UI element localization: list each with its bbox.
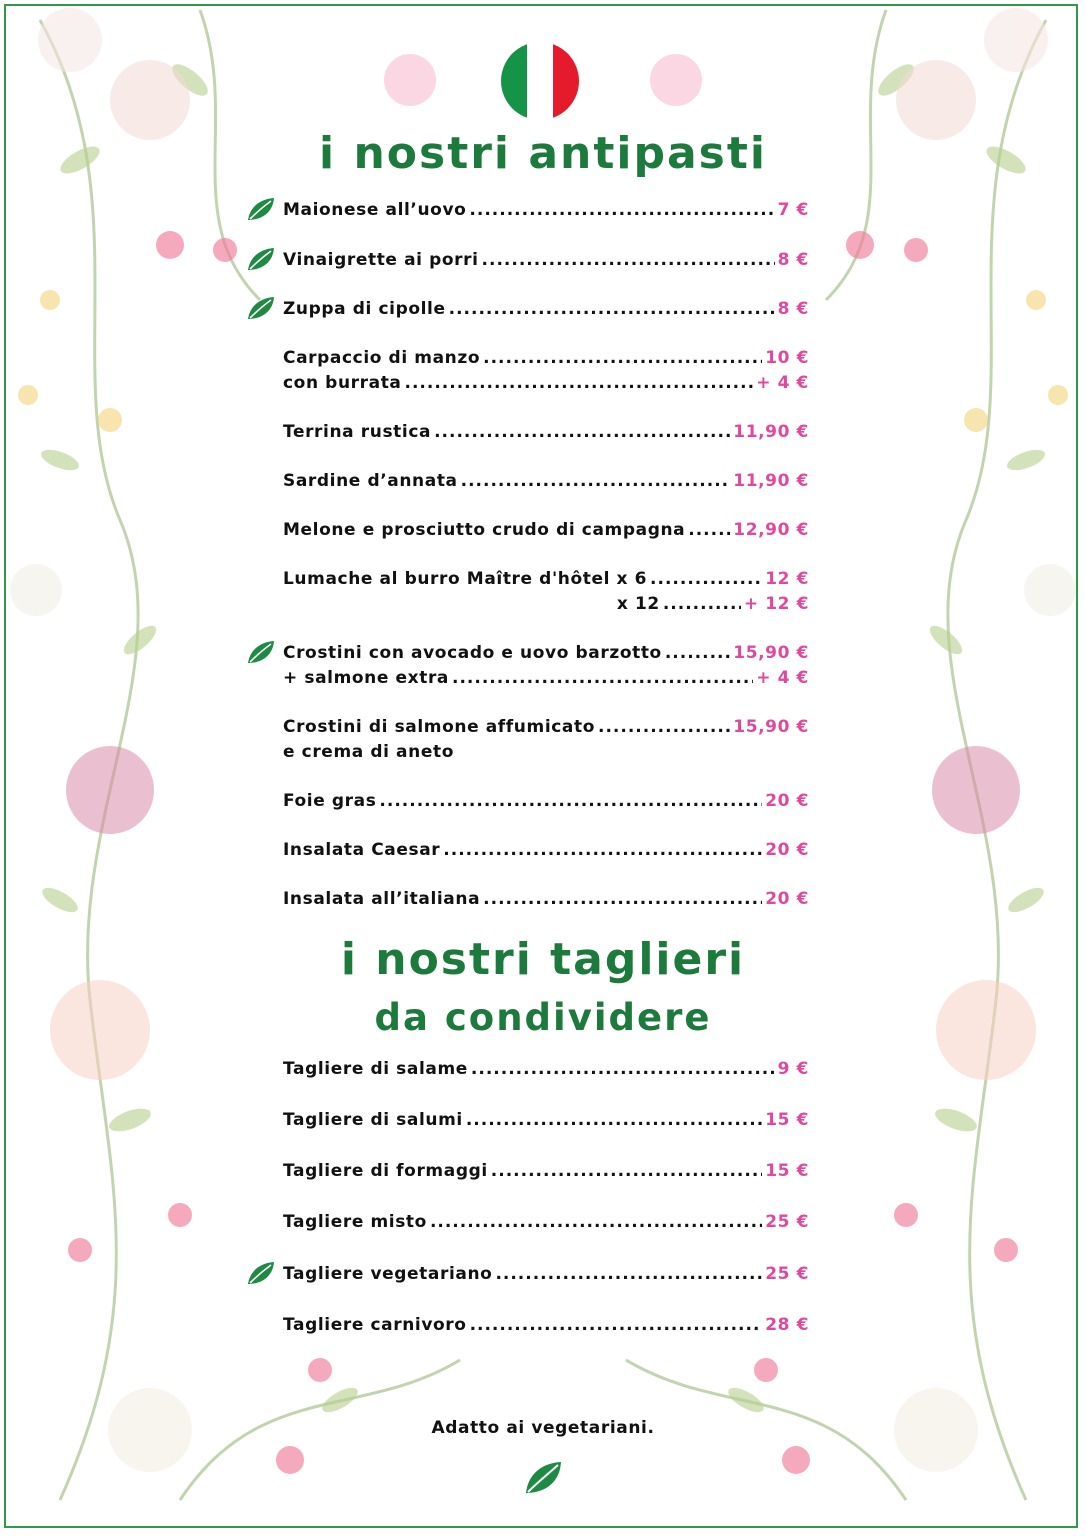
menu-item-extra-name: x 12 [616, 594, 660, 614]
menu-item [283, 1264, 809, 1289]
menu-item [283, 840, 809, 865]
menu-item-extra-line [283, 668, 809, 693]
menu-item-price: 10 € [765, 348, 809, 368]
menu-item-price: 8 € [777, 299, 809, 319]
taglieri-title: i nostri taglieri [340, 934, 746, 985]
dot-leader [466, 1110, 762, 1130]
menu-item [283, 1315, 809, 1340]
dot-leader [491, 1161, 762, 1181]
menu-item-line [283, 840, 809, 865]
menu-item-extra-price: + 4 € [756, 668, 809, 688]
menu-item-extra-price: + 4 € [756, 373, 809, 393]
menu-item [283, 348, 809, 398]
menu-item-extra-line [283, 373, 809, 398]
dot-leader [650, 569, 762, 589]
leaf-icon [522, 1460, 564, 1496]
menu-item-line [283, 791, 809, 816]
menu-item-name: Tagliere di salame [283, 1059, 468, 1079]
menu-item-name: Crostini di salmone affumicato [283, 717, 595, 737]
menu-item-line [283, 250, 809, 275]
menu-item [283, 471, 809, 496]
leaf-icon [245, 197, 275, 223]
menu-item-line [283, 1264, 809, 1289]
leaf-icon [245, 247, 275, 273]
menu-item [283, 299, 809, 324]
menu-item-line [283, 569, 809, 594]
menu-item [283, 643, 809, 693]
menu-item-price: 11,90 € [733, 422, 809, 442]
menu-item [283, 1059, 809, 1084]
menu-item-price: 20 € [765, 840, 809, 860]
leaf-icon [245, 1261, 275, 1287]
page-border [4, 4, 1078, 1528]
menu-item [283, 791, 809, 816]
dot-leader [405, 373, 754, 393]
dot-leader [665, 643, 730, 663]
dot-leader [482, 250, 775, 270]
menu-item-subtitle: e crema di aneto [283, 742, 454, 762]
menu-item-line [283, 299, 809, 324]
dot-leader [688, 520, 730, 540]
menu-item-extra-line [283, 594, 809, 619]
menu-item [283, 422, 809, 447]
dot-leader [663, 594, 741, 614]
menu-item-price: 9 € [777, 1059, 809, 1079]
menu-item-line [283, 422, 809, 447]
menu-item-name: Tagliere vegetariano [283, 1264, 493, 1284]
menu-item-extra-name: con burrata [283, 373, 402, 393]
menu-item-name: Tagliere misto [283, 1212, 427, 1232]
dot-leader [449, 299, 775, 319]
menu-item-extra-name: + salmone extra [283, 668, 450, 688]
menu-item [283, 889, 809, 914]
dot-leader [452, 668, 753, 688]
leaf-icon [245, 296, 275, 322]
italian-flag-icon [501, 42, 579, 120]
menu-item-name: Crostini con avocado e uovo barzotto [283, 643, 662, 663]
dot-leader [430, 1212, 762, 1232]
menu-item-price: 25 € [765, 1264, 809, 1284]
dot-leader [379, 791, 762, 811]
menu-item-extra-price: + 12 € [743, 594, 809, 614]
dot-leader [471, 1059, 775, 1079]
menu-item [283, 1212, 809, 1237]
menu-item-price: 15,90 € [733, 643, 809, 663]
menu-item-name: Vinaigrette ai porri [283, 250, 479, 270]
menu-item-name: Terrina rustica [283, 422, 432, 442]
menu-item-line [283, 643, 809, 668]
dot-leader [461, 471, 731, 491]
menu-item [283, 200, 809, 225]
menu-item-line [283, 520, 809, 545]
menu-item-name: Lumache al burro Maître d'hôtel x 6 [283, 569, 648, 589]
menu-item-price: 15 € [765, 1161, 809, 1181]
menu-item-line [283, 717, 809, 742]
menu-item-price: 8 € [777, 250, 809, 270]
dot-leader [469, 200, 774, 220]
leaf-icon [245, 640, 275, 666]
dot-leader [434, 422, 730, 442]
menu-item-line [283, 471, 809, 496]
menu-item [283, 569, 809, 619]
menu-item-price: 20 € [765, 889, 809, 909]
menu-item-name: Zuppa di cipolle [283, 299, 446, 319]
vegetarian-legend: Adatto ai vegetariani. [431, 1418, 655, 1438]
flag-white-stripe [527, 42, 553, 120]
menu-item-price: 11,90 € [733, 471, 809, 491]
menu-item-line [283, 889, 809, 914]
menu-item-line [283, 1315, 809, 1340]
menu-item-line [283, 1212, 809, 1237]
menu-item-name: Tagliere di salumi [283, 1110, 463, 1130]
menu-item-line [283, 200, 809, 225]
menu-item-price: 7 € [777, 200, 809, 220]
menu-item-price: 15,90 € [733, 717, 809, 737]
menu-item [283, 1161, 809, 1186]
menu-item-price: 20 € [765, 791, 809, 811]
menu-item-name: Melone e prosciutto crudo di campagna [283, 520, 686, 540]
menu-item-line [283, 1110, 809, 1135]
menu-item-price: 12 € [765, 569, 809, 589]
menu-item-name: Tagliere di formaggi [283, 1161, 488, 1181]
menu-item-name: Maionese all’uovo [283, 200, 467, 220]
menu-item-line [283, 1059, 809, 1084]
menu-item-price: 15 € [765, 1110, 809, 1130]
menu-item-line [283, 1161, 809, 1186]
antipasti-title: i nostri antipasti [319, 128, 767, 179]
menu-item-name: Foie gras [283, 791, 377, 811]
menu-item [283, 717, 809, 762]
dot-leader [483, 348, 762, 368]
menu-item-name: Carpaccio di manzo [283, 348, 481, 368]
menu-item-line [283, 348, 809, 373]
menu-item-name: Tagliere carnivoro [283, 1315, 467, 1335]
dot-leader [495, 1264, 762, 1284]
menu-item-price: 28 € [765, 1315, 809, 1335]
menu-item [283, 520, 809, 545]
dot-leader [598, 717, 730, 737]
dot-leader [443, 840, 762, 860]
dot-leader [483, 889, 762, 909]
menu-item [283, 1110, 809, 1135]
menu-item-name: Insalata Caesar [283, 840, 441, 860]
menu-item-price: 12,90 € [733, 520, 809, 540]
dot-leader [470, 1315, 763, 1335]
menu-item-name: Insalata all’italiana [283, 889, 481, 909]
taglieri-subtitle: da condividere [374, 996, 712, 1039]
menu-item-name: Sardine d’annata [283, 471, 458, 491]
menu-item-price: 25 € [765, 1212, 809, 1232]
menu-item [283, 250, 809, 275]
